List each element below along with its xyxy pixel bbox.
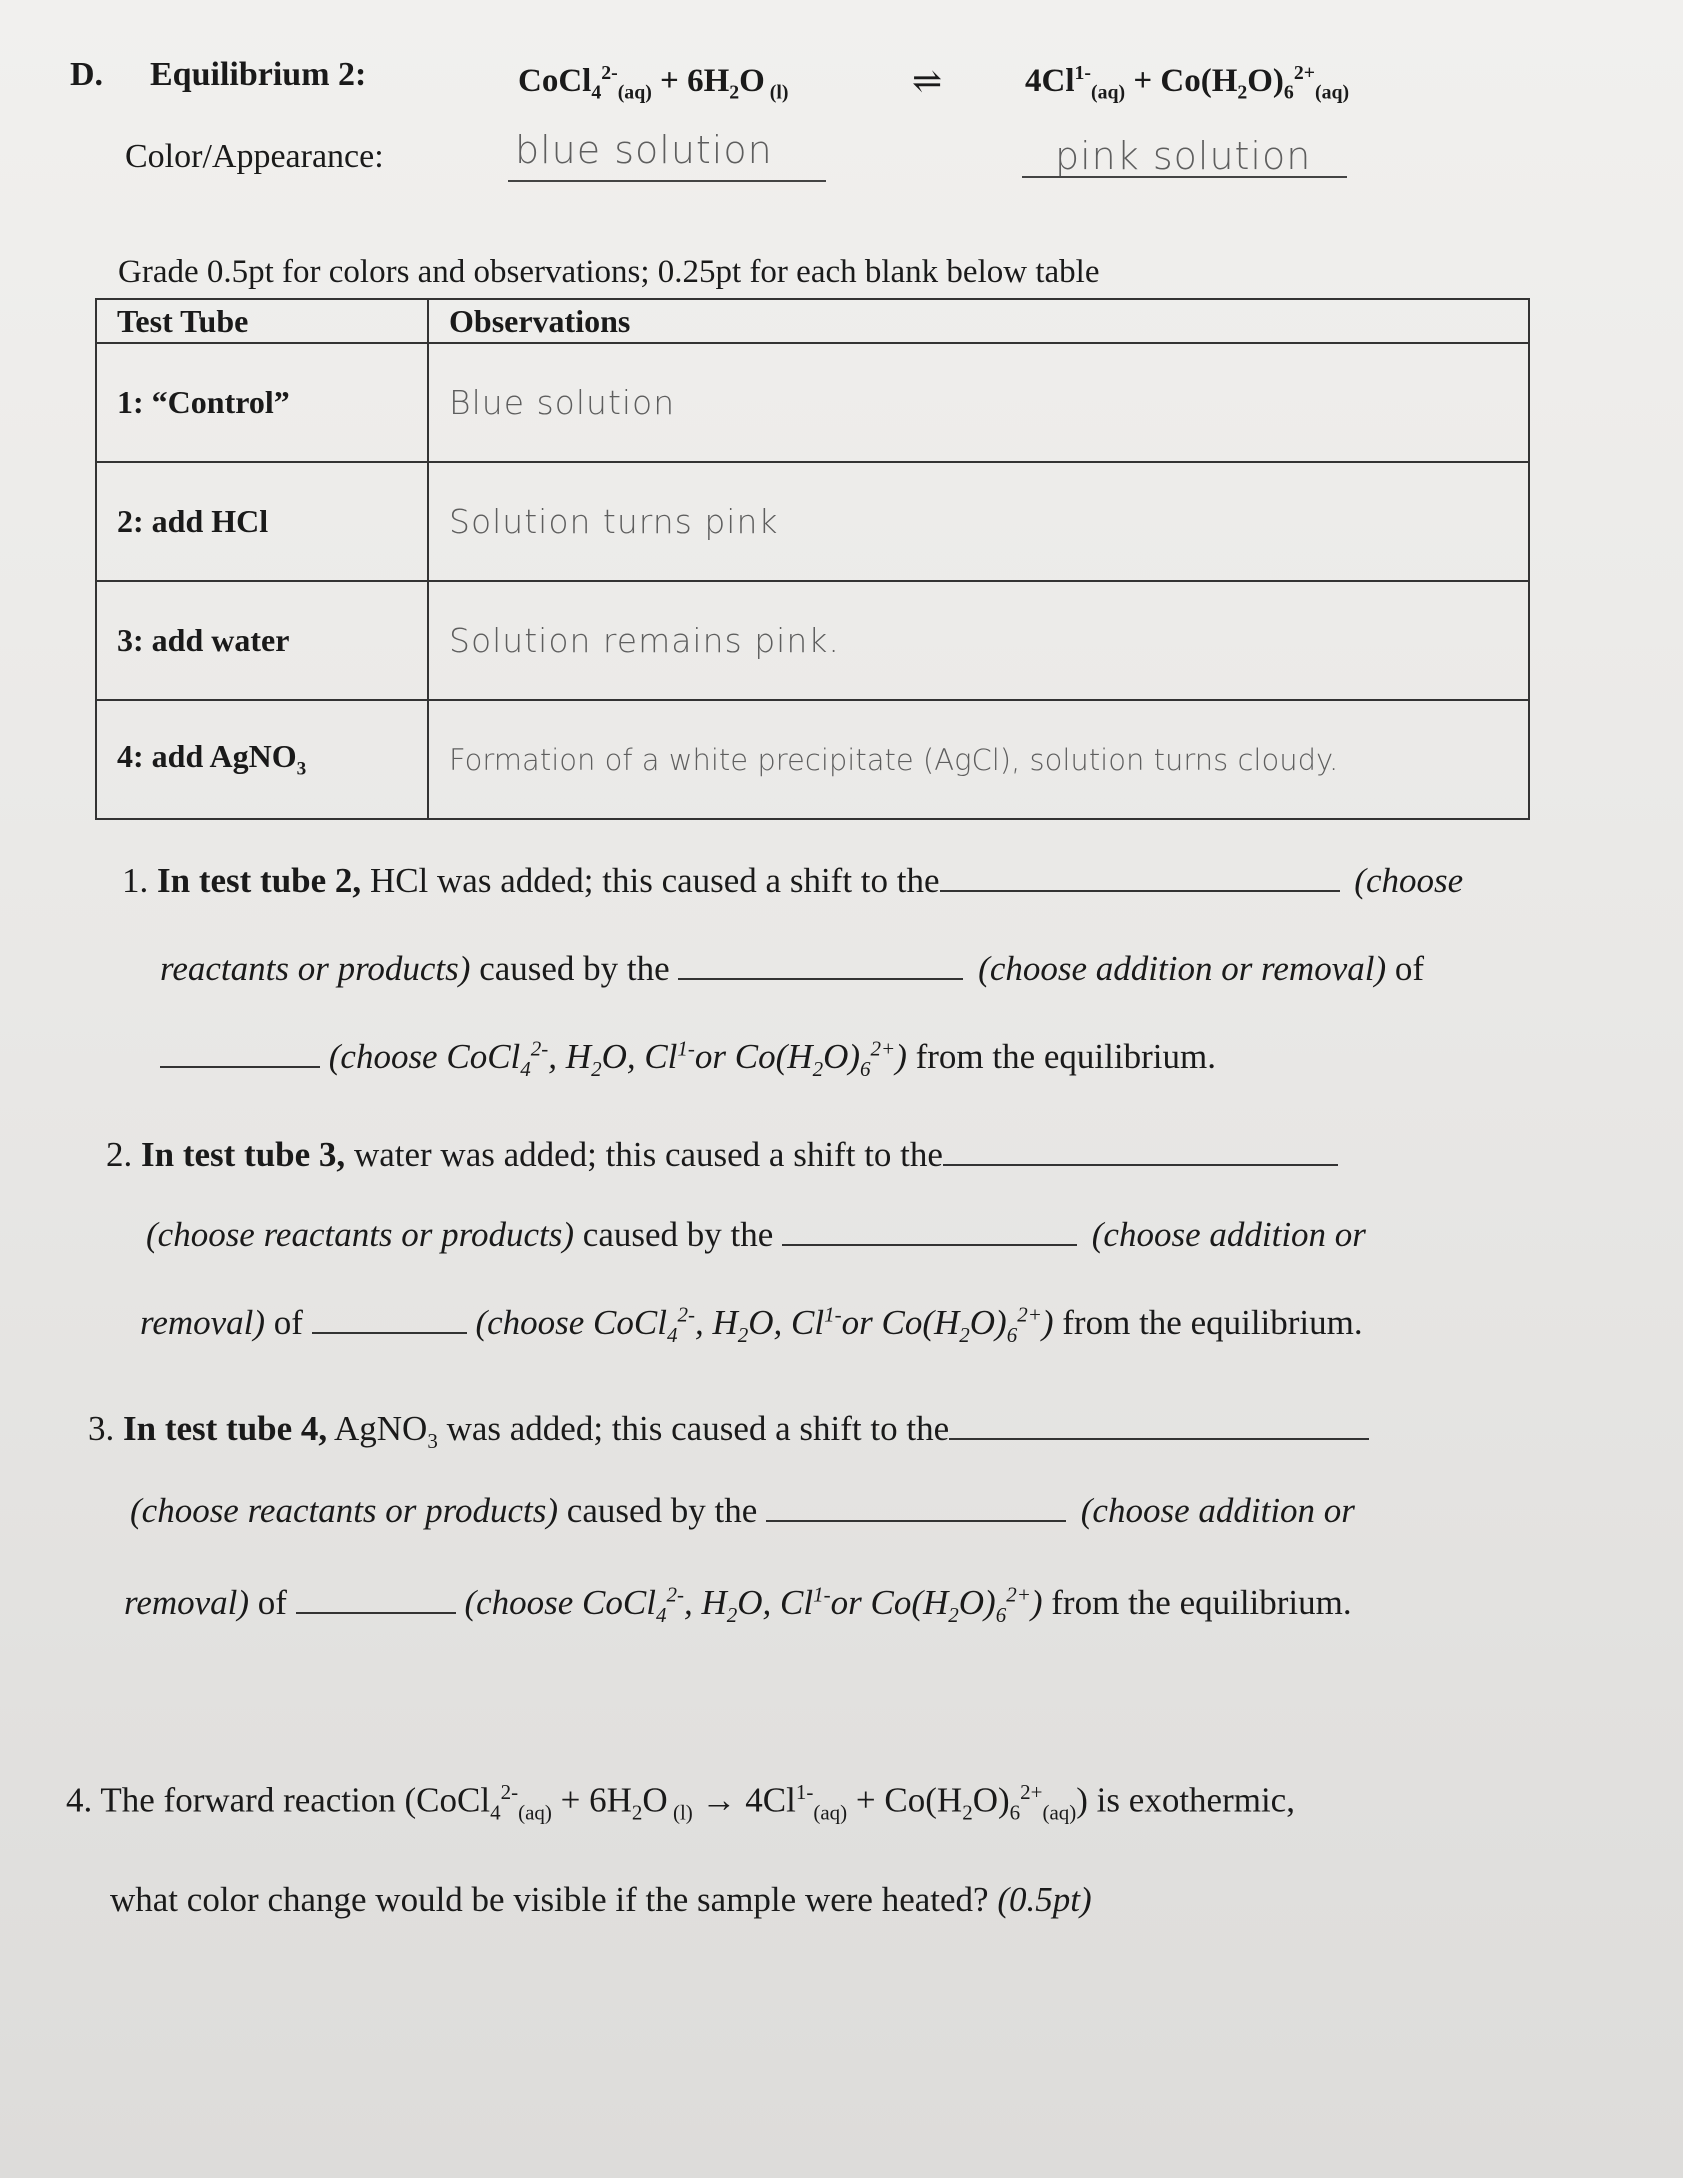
q3-j: )	[1030, 1583, 1043, 1622]
q3-g: (choose CoCl	[464, 1583, 656, 1622]
eq-p2-state: (aq)	[1314, 81, 1350, 104]
tube-1: 1: “Control”	[96, 343, 428, 462]
eq-r2: O	[739, 63, 765, 99]
q1-l: )	[895, 1037, 907, 1076]
q3-h: , H	[683, 1583, 727, 1622]
q3-line3	[124, 1582, 1352, 1628]
q4-d-state: (aq)	[1042, 1800, 1077, 1825]
q4-d-sub: 2	[962, 1800, 973, 1825]
q3-h-sup: 1-	[813, 1582, 831, 1607]
q2-line1	[106, 1122, 1338, 1175]
grading-note: Grade 0.5pt for colors and observations; 0.25pt for each blank below table	[118, 254, 1100, 290]
q3-g-sup: 2-	[666, 1582, 684, 1607]
observation-table	[95, 298, 1530, 820]
q3-num: 3.	[88, 1409, 115, 1448]
section-letter: D.	[70, 56, 104, 93]
table-row	[96, 581, 1529, 700]
q4-d-sup: 2+	[1020, 1780, 1043, 1804]
q3-text-a: AgNO	[327, 1409, 428, 1448]
q2-text-a: water was added; this caused a shift to the	[345, 1135, 943, 1174]
q2-j: )	[1041, 1303, 1054, 1342]
eq-r2-state: (l)	[764, 81, 789, 104]
q2-text-k: from the equilibrium.	[1053, 1303, 1363, 1342]
q1-text-e: (choose addition or removal)	[978, 949, 1387, 988]
q1-k-sup: 2+	[870, 1036, 896, 1061]
eq-r1: CoCl	[518, 63, 592, 99]
q2-h2: O, Cl	[748, 1303, 825, 1342]
equilibrium-arrow: ⇌	[912, 61, 943, 101]
q1-num: 1.	[122, 861, 149, 900]
q4-d-sub2: 6	[1009, 1800, 1021, 1825]
q1-j: or	[694, 1037, 735, 1076]
tube-4-label: 4: add AgNO	[117, 738, 297, 775]
q4-b: + 6H	[551, 1780, 632, 1820]
q3-text-a2: was added; this caused a shift to the	[437, 1409, 950, 1448]
q4-a-sub: 4	[490, 1800, 501, 1825]
eq-p1-sup: 1-	[1074, 62, 1091, 84]
q3-i2: O)	[958, 1583, 996, 1622]
q1-text-m: from the equilibrium.	[906, 1037, 1216, 1076]
appearance-label: Color/Appearance:	[125, 138, 384, 175]
observation-1: Blue solution	[428, 343, 1529, 462]
tube-4-sub: 3	[296, 758, 307, 780]
q3-i-sub: 2	[948, 1603, 959, 1627]
q4-points: (0.5pt)	[997, 1880, 1092, 1919]
q4-e: ) is exothermic,	[1076, 1780, 1295, 1820]
q1-text-b: (choose	[1354, 861, 1464, 900]
q4-d2: O)	[972, 1780, 1010, 1820]
q2-lead: In test tube 3,	[141, 1135, 346, 1174]
q4-c-sup: 1-	[795, 1780, 814, 1804]
eq-p1-state: (aq)	[1090, 81, 1126, 104]
q2-h: , H	[694, 1303, 738, 1342]
section-title: Equilibrium 2:	[150, 56, 367, 93]
q1-h-sup: 2-	[530, 1036, 549, 1061]
q2-text-f: of	[265, 1303, 303, 1342]
q1-k: Co(H	[734, 1037, 813, 1076]
q3-i-sub2: 6	[995, 1603, 1007, 1627]
q2-text-e: removal)	[140, 1303, 266, 1342]
q1-blank-direction[interactable]	[940, 860, 1340, 892]
observation-2: Solution turns pink	[428, 462, 1529, 581]
observation-4: Formation of a white precipitate (AgCl), solution turns cloudy.	[428, 700, 1529, 819]
q2-i: or Co(H	[841, 1303, 960, 1342]
eq-p1: 4Cl	[1025, 63, 1075, 99]
equation-reactants	[518, 62, 788, 105]
q1-blank-species[interactable]	[160, 1036, 320, 1068]
eq-p2-sup: 2+	[1293, 62, 1315, 84]
q2-g-sup: 2-	[677, 1302, 695, 1327]
q1-k2: O)	[823, 1037, 861, 1076]
reactant-color-blank	[508, 180, 826, 182]
q4-a-sup: 2-	[500, 1780, 519, 1804]
q3-text-f: of	[249, 1583, 287, 1622]
q1-lead: In test tube 2,	[157, 861, 362, 900]
q2-text-d: (choose addition or	[1091, 1215, 1366, 1254]
q3-blank-direction[interactable]	[949, 1396, 1369, 1440]
q1-h-sub: 4	[520, 1057, 531, 1081]
q4-line2	[110, 1880, 1092, 1920]
q3-line2	[130, 1490, 1355, 1531]
q2-blank-species[interactable]	[312, 1302, 467, 1334]
q1-i2: O, Cl	[601, 1037, 678, 1076]
q4-b-state: (l)	[667, 1800, 693, 1825]
q1-text-f: of	[1386, 949, 1425, 988]
eq-r1-sub: 4	[591, 81, 602, 104]
header-observations: Observations	[428, 299, 1529, 343]
q1-g: (choose	[328, 1037, 447, 1076]
tube-3: 3: add water	[96, 581, 428, 700]
header-test-tube: Test Tube	[96, 299, 428, 343]
q3-g-sub: 4	[655, 1603, 667, 1627]
q3-text-c: caused by the	[558, 1491, 767, 1530]
product-color-answer: pink solution	[1055, 134, 1312, 178]
q3-a-sub: 3	[427, 1429, 438, 1453]
q1-text-d: caused by the	[470, 949, 679, 988]
q3-line1	[88, 1396, 1369, 1454]
q1-i-sup: 1-	[677, 1036, 695, 1061]
eq-r1-sup: 2-	[601, 62, 618, 84]
eq-p2-sub: 2	[1237, 81, 1248, 104]
q1-text-c: reactants or products)	[160, 949, 471, 988]
q2-line3	[140, 1302, 1363, 1348]
q2-h-sub: 2	[737, 1323, 749, 1347]
q3-lead: In test tube 4,	[123, 1409, 328, 1448]
q3-blank-species[interactable]	[296, 1582, 456, 1614]
q1-line3	[160, 1036, 1216, 1082]
q4-a: The forward reaction (CoCl	[100, 1780, 491, 1820]
q4-arrow: →	[692, 1780, 746, 1820]
table-row	[96, 700, 1529, 819]
q2-line2	[146, 1214, 1366, 1255]
q2-text-g	[475, 1302, 1054, 1347]
q1-text-a: HCl was added; this caused a shift to the	[361, 861, 940, 900]
q4-a-state: (aq)	[518, 1800, 552, 1825]
q4-d: + Co(H	[847, 1780, 963, 1820]
eq-p2: O)	[1247, 63, 1284, 99]
eq-plus1: + 6H	[651, 63, 730, 99]
q4-f: what color change would be visible if the sample were heated?	[110, 1880, 998, 1919]
q3-i: or Co(H	[830, 1583, 949, 1622]
q1-i-sub: 2	[591, 1057, 602, 1081]
q1-text-g	[328, 1036, 907, 1081]
q2-num: 2.	[106, 1135, 133, 1174]
tube-4	[96, 700, 428, 819]
q3-text-d: (choose addition or	[1080, 1491, 1355, 1530]
q2-h-sup: 1-	[824, 1302, 842, 1327]
q2-blank-direction[interactable]	[943, 1122, 1338, 1166]
equation-products	[1025, 62, 1349, 105]
q2-text-b: (choose reactants or products)	[146, 1215, 575, 1254]
q3-h-sub: 2	[726, 1603, 738, 1627]
q3-text-b: (choose reactants or products)	[130, 1491, 559, 1530]
q3-i-sup: 2+	[1006, 1582, 1031, 1607]
q1-line2	[160, 948, 1424, 989]
q1-line1	[122, 860, 1463, 901]
q4-c-state: (aq)	[813, 1800, 848, 1825]
q3-blank-addition[interactable]	[766, 1490, 1066, 1522]
q4-b2: O	[642, 1780, 668, 1820]
q3-text-k: from the equilibrium.	[1042, 1583, 1352, 1622]
q2-i-sub: 2	[959, 1323, 970, 1347]
q3-h2: O, Cl	[737, 1583, 814, 1622]
q2-i2: O)	[969, 1303, 1007, 1342]
q4-c: 4Cl	[745, 1780, 796, 1820]
q1-k-sub: 2	[812, 1057, 824, 1081]
table-header-row	[96, 299, 1529, 343]
q2-i-sub2: 6	[1006, 1323, 1018, 1347]
q1-blank-addition[interactable]	[678, 948, 963, 980]
eq-plus2: + Co(H	[1125, 63, 1238, 99]
table-row	[96, 462, 1529, 581]
table-row	[96, 343, 1529, 462]
q1-k-sub2: 6	[860, 1057, 871, 1081]
q2-text-c: caused by the	[574, 1215, 783, 1254]
observation-3: Solution remains pink.	[428, 581, 1529, 700]
q2-blank-addition[interactable]	[782, 1214, 1077, 1246]
q2-g-sub: 4	[666, 1323, 678, 1347]
eq-p2-sub2: 6	[1283, 81, 1294, 104]
q2-g: (choose CoCl	[475, 1303, 667, 1342]
q2-i-sup: 2+	[1017, 1302, 1042, 1327]
q4-b-sub: 2	[631, 1800, 643, 1825]
q4-line1	[66, 1780, 1295, 1826]
q3-text-e: removal)	[124, 1583, 250, 1622]
q4-num: 4.	[66, 1780, 93, 1820]
q1-h: CoCl	[446, 1037, 521, 1076]
eq-r2-sub: 2	[729, 81, 740, 104]
product-color-blank	[1022, 176, 1347, 178]
eq-r1-state: (aq)	[617, 81, 652, 104]
tube-2: 2: add HCl	[96, 462, 428, 581]
reactant-color-answer: blue solution	[515, 128, 773, 172]
q3-text-g	[464, 1582, 1043, 1627]
q1-i: , H	[548, 1037, 592, 1076]
